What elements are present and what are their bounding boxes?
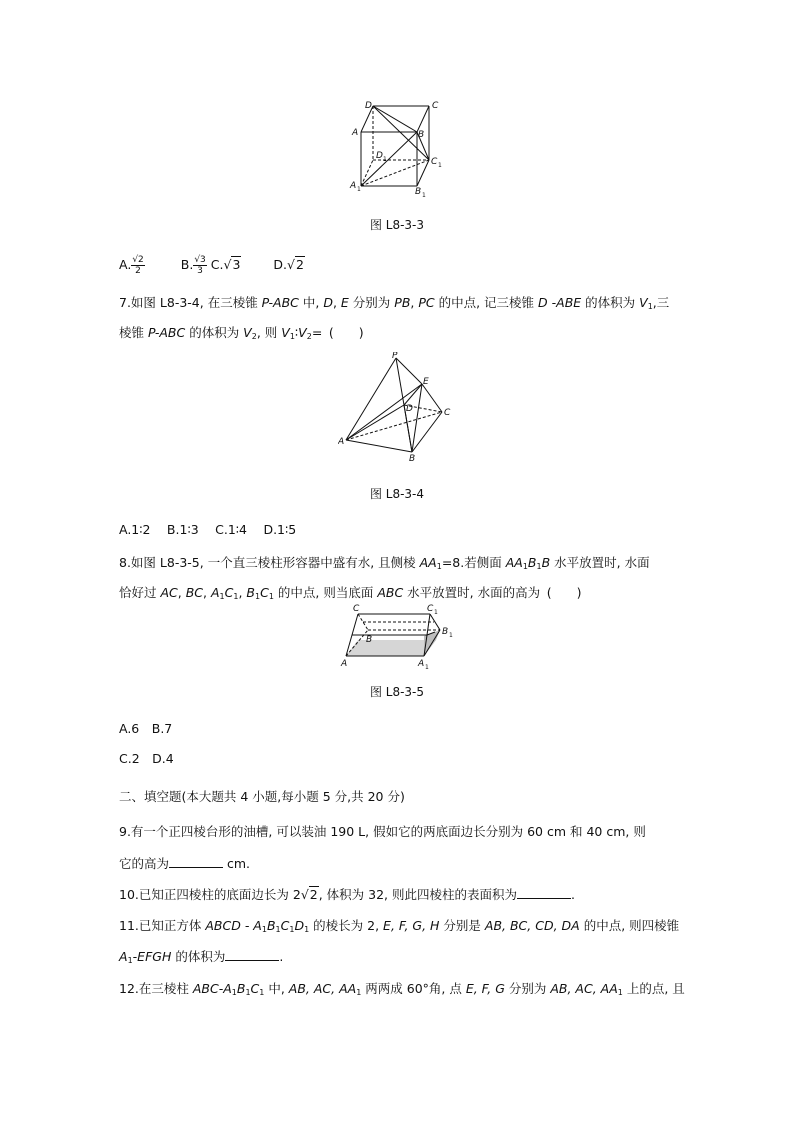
label-d: D <box>365 101 372 111</box>
label-d: D <box>406 404 413 414</box>
caption-l8-3-3: 图 L8-3-3 <box>369 218 425 232</box>
q7-line2: 棱锥 P-ABC 的体积为 $V_2$, 则 $V_1∶V_2=$ ( ) <box>119 323 366 341</box>
label-b: B <box>409 454 416 462</box>
label-c1: C <box>427 604 434 614</box>
label-c1-sub: 1 <box>438 162 442 169</box>
label-b1-sub: 1 <box>422 192 426 198</box>
label-b: B <box>366 635 373 645</box>
caption-l8-3-5: 图 L8-3-5 <box>369 685 425 699</box>
section-heading: 二、填空题(本大题共 4 小题,每小题 5 分,共 20 分) <box>119 789 405 804</box>
figure-l8-3-3 <box>345 98 465 198</box>
q8-line2: 恰好过 AC, BC, $A_1C_1$, $B_1C_1$ 的中点, 则当底面 ABC 水平放置时, 水面的高为 ( ) <box>119 583 584 601</box>
label-b1: B <box>442 627 449 637</box>
q8-options-1: A.6 B.7 <box>119 721 173 736</box>
figure-l8-3-5 <box>338 602 468 670</box>
answer-blank <box>169 857 223 868</box>
label-p: P <box>392 352 398 361</box>
answer-paren: ( ) <box>328 325 364 340</box>
q8-line1: 8.如图 L8-3-5, 一个直三棱柱形容器中盛有水, 且侧棱 $AA_1=8$.若侧面 $AA_1B_1B$ 水平放置时, 水面 <box>119 555 650 571</box>
answer-blank <box>517 888 571 899</box>
answer-blank <box>225 950 279 961</box>
q9-line1: 9.有一个正四棱台形的油槽, 可以装油 190 L, 假如它的两底面边长分别为 60 cm 和 40 cm, 则 <box>119 824 646 839</box>
label-c1-sub: 1 <box>434 609 438 616</box>
label-c: C <box>444 408 451 418</box>
figure-l8-3-4 <box>338 352 458 462</box>
label-a1-sub: 1 <box>425 664 429 670</box>
q11-line2: $A_1$-EFGH 的体积为 . <box>119 949 284 965</box>
q11-line1: 11.已知正方体 ABCD - $A_1B_1C_1D_1$ 的棱长为 2, E, F, G, H 分别是 AB, BC, CD, DA 的中点, 则四棱锥 <box>119 918 680 934</box>
label-b1-sub: 1 <box>449 632 453 639</box>
label-d1: D <box>376 151 383 161</box>
label-c: C <box>432 101 439 111</box>
caption-l8-3-4: 图 L8-3-4 <box>369 487 425 501</box>
q10-line: 10.已知正四棱柱的底面边长为 2√2, 体积为 32, 则此四棱柱的表面积为 . <box>119 887 575 902</box>
q8-options-2: C.2 D.4 <box>119 751 174 766</box>
label-e: E <box>423 377 429 387</box>
q6-options: A. $\frac{√2}{2}$ B. $\frac{√3}{3}$ C.√3 D.√2 <box>119 255 304 276</box>
label-a: A <box>341 659 348 669</box>
label-c: C <box>353 604 360 614</box>
label-d1-sub: 1 <box>383 156 387 163</box>
label-a: A <box>352 128 359 138</box>
label-a1: A <box>350 181 357 191</box>
q12-line1: 12.在三棱柱 ABC-$A_1B_1C_1$ 中, AB, AC, $AA_1$ 两两成 60°角, 点 E, F, G 分别为 AB, AC, $AA_1$ 上的点, 且 <box>119 981 685 997</box>
label-a1-sub: 1 <box>357 186 361 193</box>
label-c1: C <box>431 157 438 167</box>
q7-options: A.1∶2 B.1∶3 C.1∶4 D.1∶5 <box>119 522 297 537</box>
q9-line2: 它的高为 cm. <box>119 856 251 871</box>
label-a: A <box>338 437 345 447</box>
label-b1: B <box>415 187 422 197</box>
label-b: B <box>418 130 425 140</box>
answer-paren: ( ) <box>546 585 582 600</box>
q7-line1: 7.如图 L8-3-4, 在三棱锥 P-ABC 中, D, E 分别为 PB, PC 的中点, 记三棱锥 D -ABE 的体积为 $V_1$,三 <box>119 295 670 311</box>
label-a1: A <box>418 659 425 669</box>
